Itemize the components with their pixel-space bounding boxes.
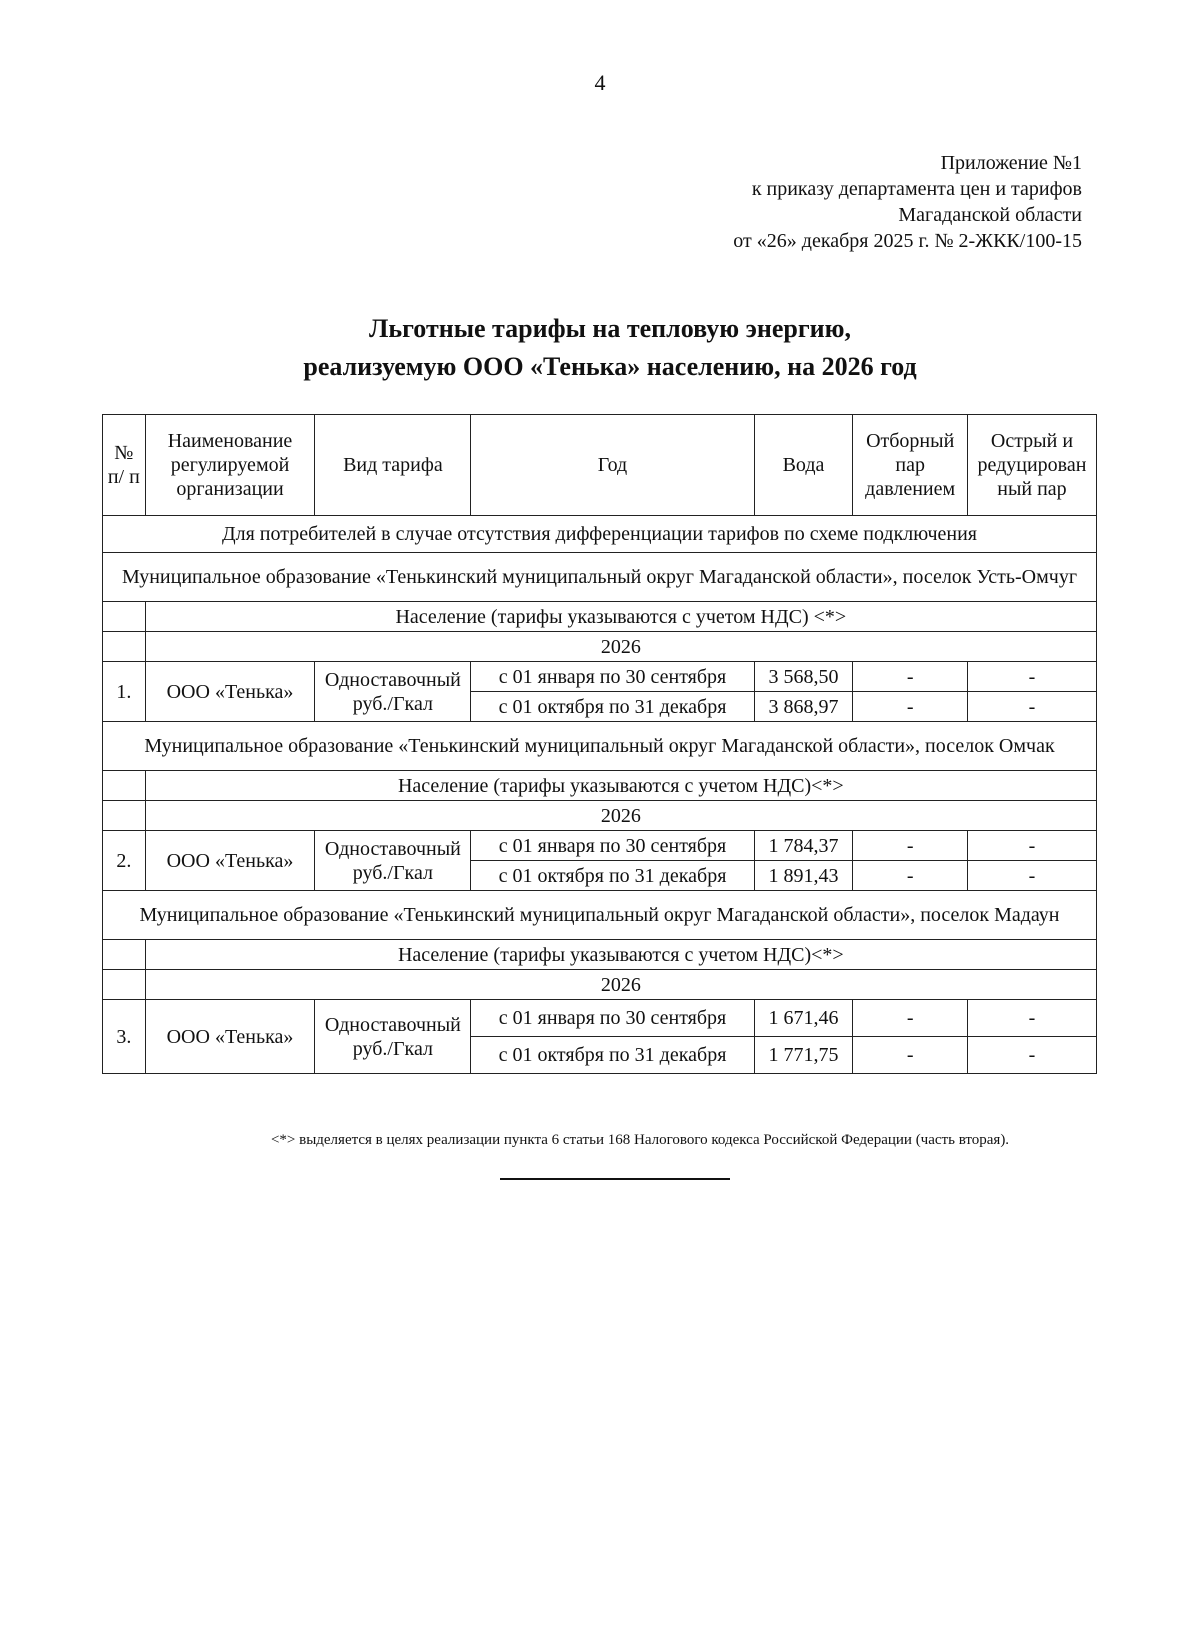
period: с 01 января по 30 сентября (471, 1000, 754, 1037)
municipality-row (103, 553, 1097, 602)
empty-cell (103, 602, 146, 632)
appendix-block (733, 150, 1082, 254)
header-steam-selected: Отборный пар давлением (853, 415, 967, 516)
water-value: 1 784,37 (754, 831, 853, 861)
title-line-2: реализуемую ООО «Тенька» населению, на 2026 год (303, 352, 917, 381)
empty-cell (103, 771, 146, 801)
empty-cell (103, 801, 146, 831)
header-num: № п/ п (103, 415, 146, 516)
org-name: ООО «Тенька» (145, 1000, 315, 1074)
steam-sharp-value: - (967, 1000, 1096, 1037)
tariff-type: Одноставочный руб./Гкал (315, 831, 471, 891)
period: с 01 октября по 31 декабря (471, 692, 754, 722)
year-row (103, 970, 1097, 1000)
steam-selected-value: - (853, 662, 967, 692)
tariff-type: Одноставочный руб./Гкал (315, 662, 471, 722)
population-cell: Население (тарифы указываются с учетом НДС)<*> (145, 940, 1096, 970)
population-cell: Население (тарифы указываются с учетом НДС) <*> (145, 602, 1096, 632)
empty-cell (103, 632, 146, 662)
appendix-line-1: Приложение №1 (940, 152, 1082, 174)
footnote: <*> выделяется в целях реализации пункта 6 статьи 168 Налогового кодекса Российской Федерации (часть вторая). (270, 1132, 1010, 1148)
year-cell: 2026 (145, 632, 1096, 662)
empty-cell (103, 940, 146, 970)
closing-rule (500, 1178, 730, 1180)
year-row (103, 632, 1097, 662)
empty-cell (103, 970, 146, 1000)
municipality-cell: Муниципальное образование «Тенькинский муниципальный округ Магаданской области», поселок Мадаун (103, 891, 1097, 940)
municipality-row (103, 722, 1097, 771)
municipality-cell: Муниципальное образование «Тенькинский муниципальный округ Магаданской области», поселок Омчак (103, 722, 1097, 771)
title-line-1: Льготные тарифы на тепловую энергию, (369, 314, 851, 343)
document-title (0, 310, 1200, 386)
table-row (103, 831, 1097, 861)
scope-row (103, 516, 1097, 553)
steam-sharp-value: - (967, 831, 1096, 861)
water-value: 1 671,46 (754, 1000, 853, 1037)
header-tariff-type: Вид тарифа (315, 415, 471, 516)
water-value: 1 891,43 (754, 861, 853, 891)
steam-selected-value: - (853, 1037, 967, 1074)
steam-sharp-value: - (967, 662, 1096, 692)
period: с 01 января по 30 сентября (471, 831, 754, 861)
row-number: 3. (103, 1000, 146, 1074)
period: с 01 октября по 31 декабря (471, 861, 754, 891)
steam-sharp-value: - (967, 692, 1096, 722)
year-cell: 2026 (145, 970, 1096, 1000)
water-value: 3 568,50 (754, 662, 853, 692)
population-row (103, 771, 1097, 801)
period: с 01 октября по 31 декабря (471, 1037, 754, 1074)
municipality-cell: Муниципальное образование «Тенькинский муниципальный округ Магаданской области», поселок Усть-Омчуг (103, 553, 1097, 602)
population-row (103, 940, 1097, 970)
population-row (103, 602, 1097, 632)
water-value: 3 868,97 (754, 692, 853, 722)
row-number: 1. (103, 662, 146, 722)
appendix-line-3: Магаданской области (898, 204, 1082, 226)
header-water: Вода (754, 415, 853, 516)
tariff-type: Одноставочный руб./Гкал (315, 1000, 471, 1074)
table-header-row (103, 415, 1097, 516)
steam-selected-value: - (853, 692, 967, 722)
header-year: Год (471, 415, 754, 516)
appendix-line-4: от «26» декабря 2025 г. № 2-ЖКК/100-15 (733, 230, 1082, 252)
scope-cell: Для потребителей в случае отсутствия дифференциации тарифов по схеме подключения (103, 516, 1097, 553)
municipality-row (103, 891, 1097, 940)
header-org: Наименование регулируемой организации (145, 415, 315, 516)
steam-selected-value: - (853, 861, 967, 891)
steam-sharp-value: - (967, 1037, 1096, 1074)
row-number: 2. (103, 831, 146, 891)
table-row (103, 1000, 1097, 1037)
page-number: 4 (594, 70, 606, 95)
steam-selected-value: - (853, 1000, 967, 1037)
steam-sharp-value: - (967, 861, 1096, 891)
population-cell: Население (тарифы указываются с учетом НДС)<*> (145, 771, 1096, 801)
steam-selected-value: - (853, 831, 967, 861)
appendix-line-2: к приказу департамента цен и тарифов (751, 178, 1082, 200)
year-row (103, 801, 1097, 831)
header-steam-sharp: Острый и редуцирован ный пар (967, 415, 1096, 516)
period: с 01 января по 30 сентября (471, 662, 754, 692)
water-value: 1 771,75 (754, 1037, 853, 1074)
org-name: ООО «Тенька» (145, 662, 315, 722)
table-row (103, 662, 1097, 692)
tariff-table (102, 414, 1097, 1074)
year-cell: 2026 (145, 801, 1096, 831)
org-name: ООО «Тенька» (145, 831, 315, 891)
